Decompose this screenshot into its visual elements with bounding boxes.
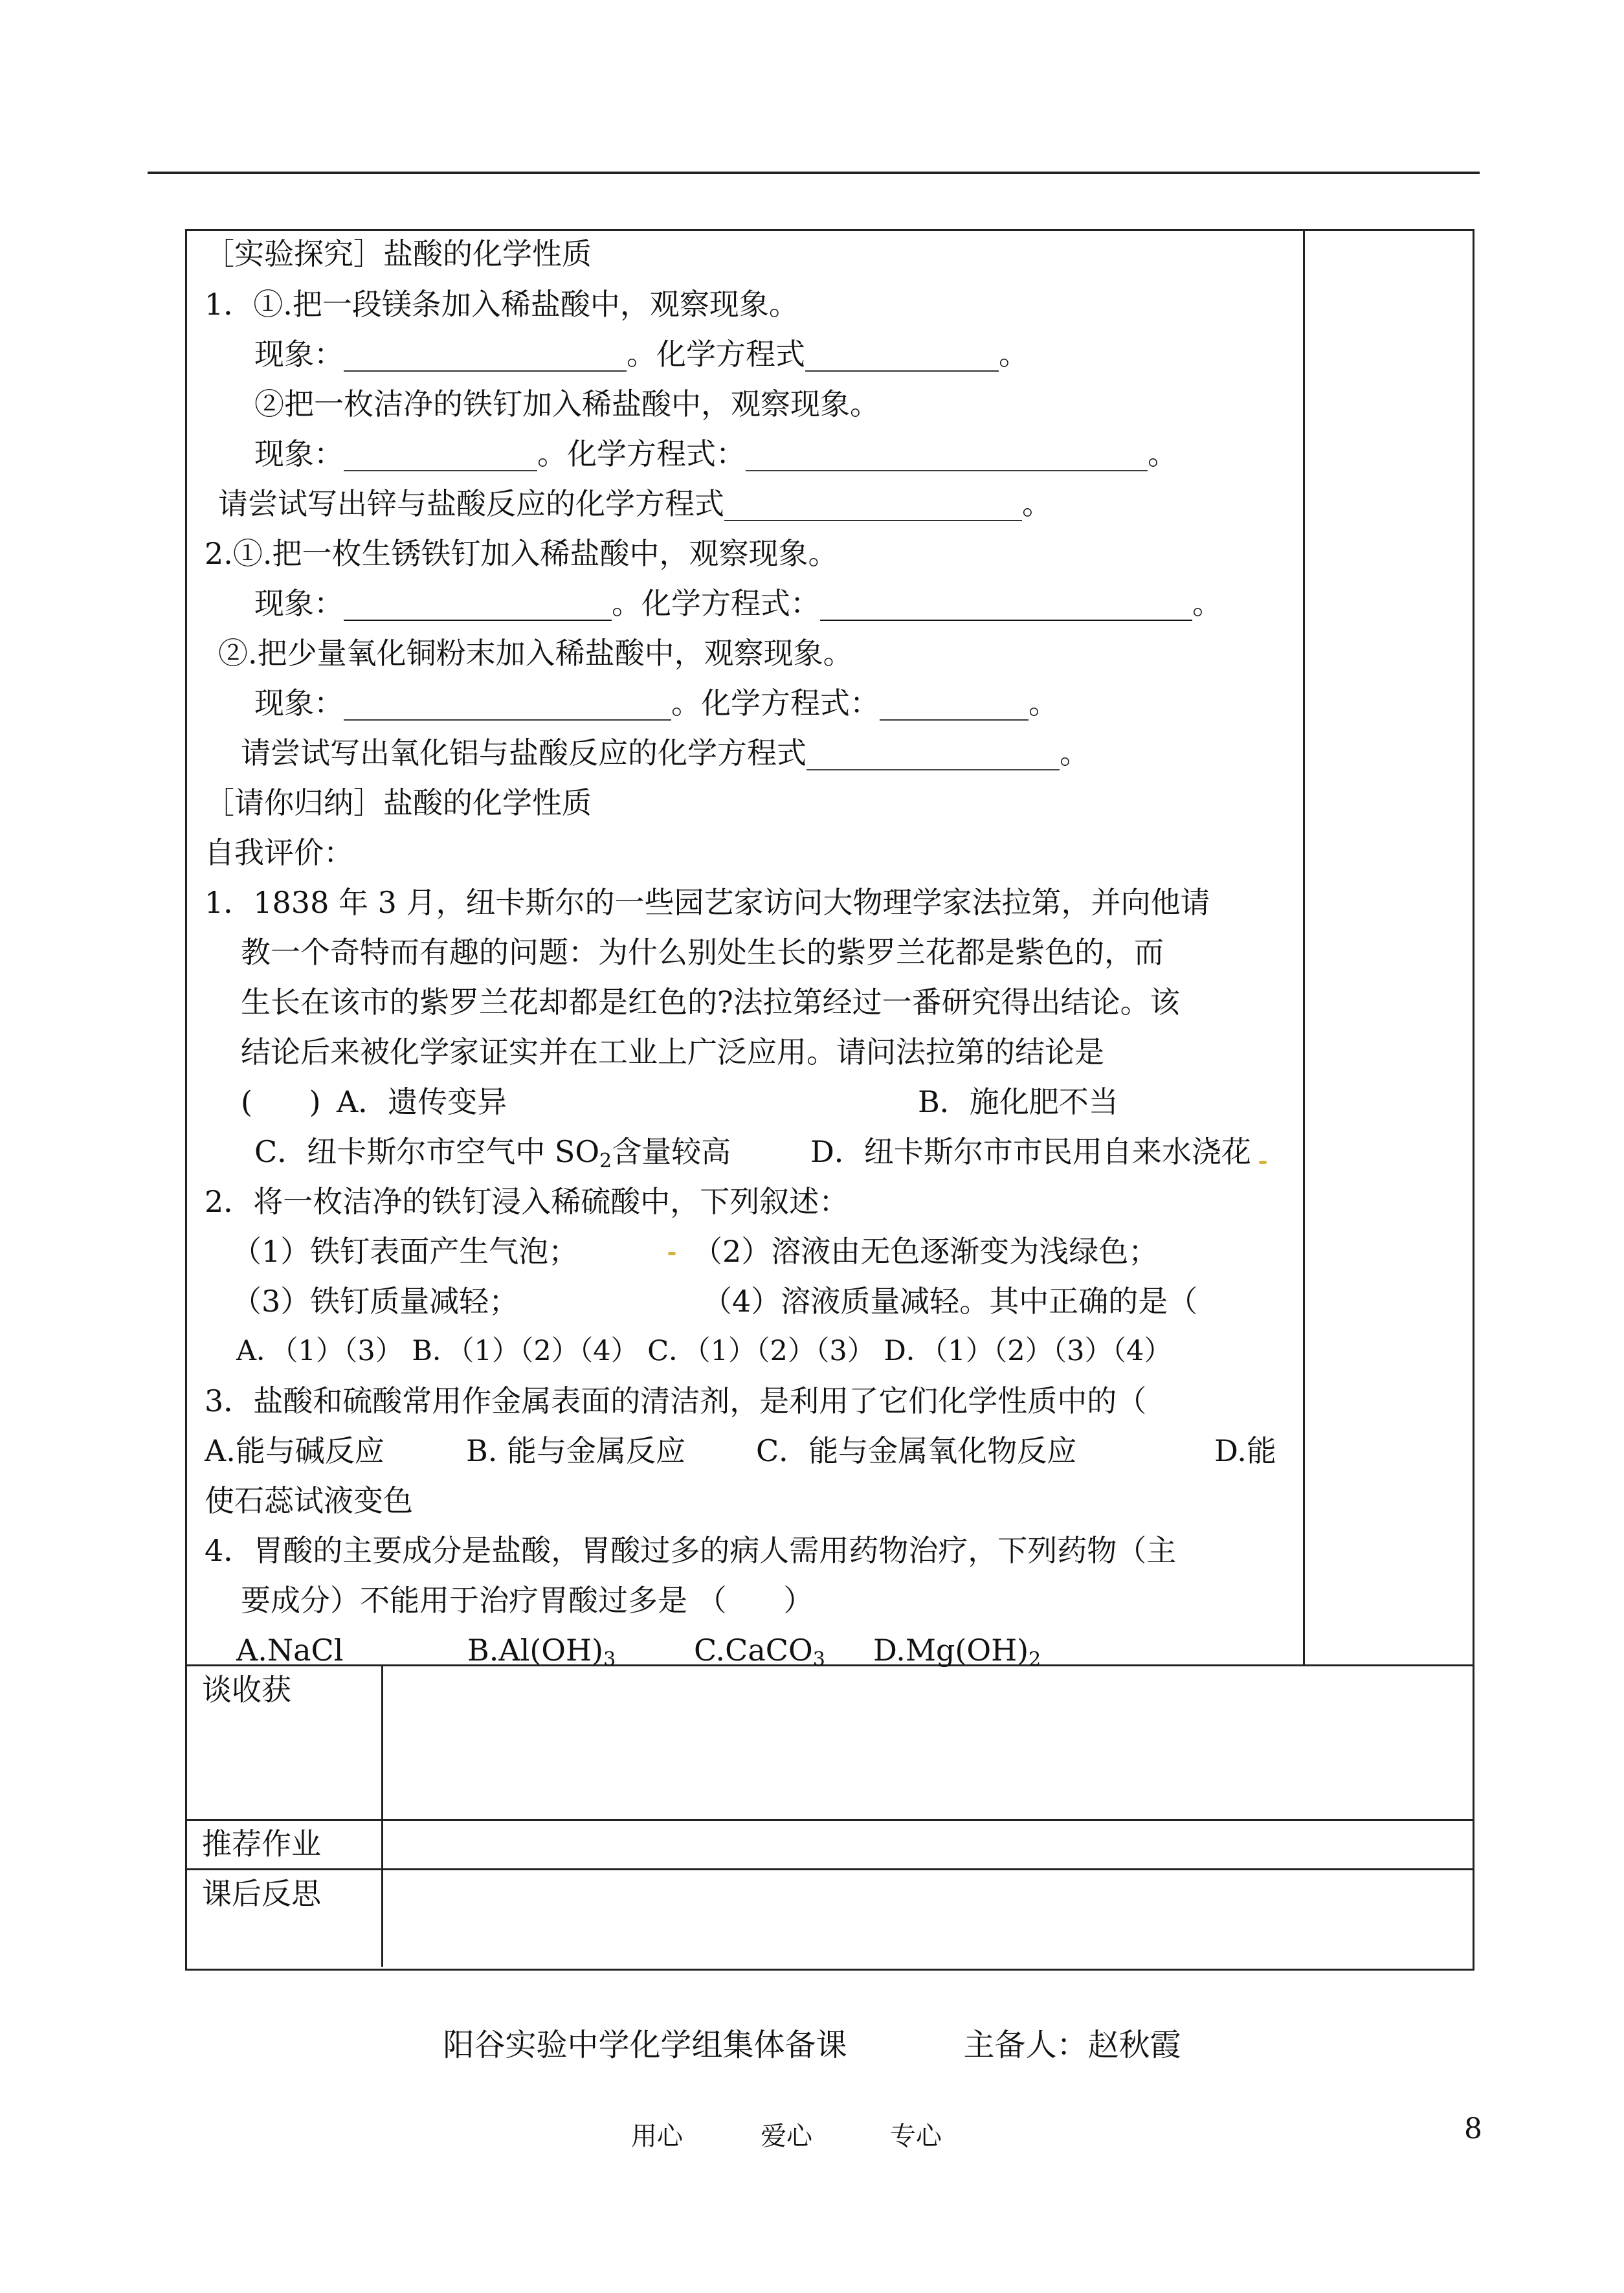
q1-option-b: B．施化肥不当 <box>918 1084 1118 1119</box>
experiment-q2b-observation: 现象：______________________。化学方程式：__________。 <box>254 686 1058 721</box>
experiment-q2-observation: 现象：__________________。化学方程式：_________________________。 <box>254 586 1222 621</box>
footer-preparer: 主备人：赵秋霞 <box>963 2027 1181 2063</box>
q2-item1: （1）铁钉表面产生气泡； <box>232 1234 579 1269</box>
stray-mark <box>668 1252 676 1255</box>
q3-option-b: B. 能与金属反应 <box>466 1433 686 1468</box>
q1-option-c-sub: 2 <box>599 1150 612 1172</box>
q4-option-b-pre: B.Al(OH) <box>467 1633 604 1668</box>
experiment-q1b: ②把一枚洁净的铁钉加入稀盐酸中，观察现象。 <box>254 386 880 421</box>
experiment-q1-observation: 现象：___________________。化学方程式_____________。 <box>254 337 1029 372</box>
q4-option-d-pre: D.Mg(OH) <box>873 1633 1029 1668</box>
q4-line2: 要成分）不能用于治疗胃酸过多是 （ ） <box>241 1583 814 1618</box>
header-rule <box>148 172 1480 174</box>
q3-option-c: C．能与金属氧化物反应 <box>756 1433 1077 1468</box>
q1-option-c <box>254 1132 731 1171</box>
experiment-heading: ［实验探究］盐酸的化学性质 <box>205 236 592 271</box>
q2-item2: （2）溶液由无色逐渐变为浅绿色； <box>693 1234 1159 1269</box>
experiment-q2: 2.①.把一枚生锈铁钉加入稀盐酸中，观察现象。 <box>205 536 838 571</box>
q2-item3: （3）铁钉质量减轻； <box>232 1284 519 1319</box>
q4-option-c <box>694 1631 825 1670</box>
page-number: 8 <box>1464 2112 1482 2145</box>
experiment-q2c: 请尝试写出氧化铝与盐酸反应的化学方程式_________________。 <box>241 735 1089 770</box>
q1-option-c-post: 含量较高 <box>612 1134 731 1169</box>
q4-option-c-sub: 3 <box>812 1648 825 1671</box>
q1-line1: 1．1838 年 3 月，纽卡斯尔的一些园艺家访问大物理学家法拉第，并向他请 <box>205 885 1210 920</box>
row-label-homework: 推荐作业 <box>202 1826 321 1861</box>
footer-line <box>0 2020 1624 2064</box>
footer-motto-2: 爱心 <box>761 2121 812 2151</box>
experiment-q2b: ②.把少量氧化铜粉末加入稀盐酸中，观察现象。 <box>218 636 853 671</box>
footer-motto-3: 专心 <box>890 2121 942 2151</box>
q2-item4: （4）溶液质量减轻。其中正确的是（ <box>702 1284 1198 1319</box>
experiment-q1b-observation: 现象：_____________。化学方程式：___________________________。 <box>254 436 1177 471</box>
footer-motto-1: 用心 <box>631 2121 683 2151</box>
q1-answer-paren: ( ) <box>241 1084 321 1119</box>
q1-option-d: D．纽卡斯尔市市民用自来水浇花 <box>810 1134 1251 1169</box>
q4-option-d-sub: 2 <box>1029 1648 1041 1671</box>
table-row-divider-3 <box>185 1868 1473 1870</box>
experiment-q1c: 请尝试写出锌与盐酸反应的化学方程式____________________。 <box>218 486 1052 521</box>
row-label-reflection: 课后反思 <box>202 1876 321 1911</box>
q1-line3: 生长在该市的紫罗兰花却都是红色的?法拉第经过一番研究得出结论。该 <box>241 985 1180 1020</box>
table-row-divider-1 <box>185 1664 1473 1666</box>
q1-line2: 教一个奇特而有趣的问题：为什么别处生长的紫罗兰花都是紫色的，而 <box>241 935 1164 970</box>
q4-line1: 4．胃酸的主要成分是盐酸，胃酸过多的病人需用药物治疗，下列药物（主 <box>205 1533 1177 1568</box>
table-column-divider-left <box>381 1664 383 1967</box>
summary-heading: ［请你归纳］盐酸的化学性质 <box>205 785 592 820</box>
q4-option-c-pre: C.CaCO <box>694 1633 813 1668</box>
q4-option-b <box>467 1631 616 1670</box>
q3-option-d-pre: D.能 <box>1214 1433 1276 1468</box>
q3-option-a: A.能与碱反应 <box>205 1433 384 1468</box>
q2-options: A．（1）（3） B．（1）（2）（4） C．（1）（2）（3） D．（1）（2）（3）（4） <box>236 1335 1172 1367</box>
table-column-divider-right <box>1303 229 1305 1665</box>
stray-mark <box>1259 1161 1267 1164</box>
q1-option-a: A．遗传变异 <box>337 1084 507 1119</box>
self-evaluation-heading: 自我评价： <box>205 835 353 870</box>
q4-option-d <box>873 1631 1041 1670</box>
q3-line1: 3．盐酸和硫酸常用作金属表面的清洁剂，是利用了它们化学性质中的（ <box>205 1383 1147 1418</box>
experiment-q1: 1．①.把一段镁条加入稀盐酸中，观察现象。 <box>205 287 799 322</box>
q1-option-c-pre: C．纽卡斯尔市空气中 SO <box>254 1134 600 1169</box>
table-row-divider-2 <box>185 1819 1473 1821</box>
q4-option-a: A.NaCl <box>236 1633 344 1668</box>
q3-option-d-post: 使石蕊试液变色 <box>205 1483 413 1518</box>
q4-option-b-sub: 3 <box>603 1648 616 1671</box>
q2-line1: 2．将一枚洁净的铁钉浸入稀硫酸中，下列叙述： <box>205 1184 849 1219</box>
row-label-harvest: 谈收获 <box>202 1672 291 1707</box>
q1-line4: 结论后来被化学家证实并在工业上广泛应用。请问法拉第的结论是 <box>241 1035 1104 1069</box>
footer-school: 阳谷实验中学化学组集体备课 <box>443 2027 847 2063</box>
